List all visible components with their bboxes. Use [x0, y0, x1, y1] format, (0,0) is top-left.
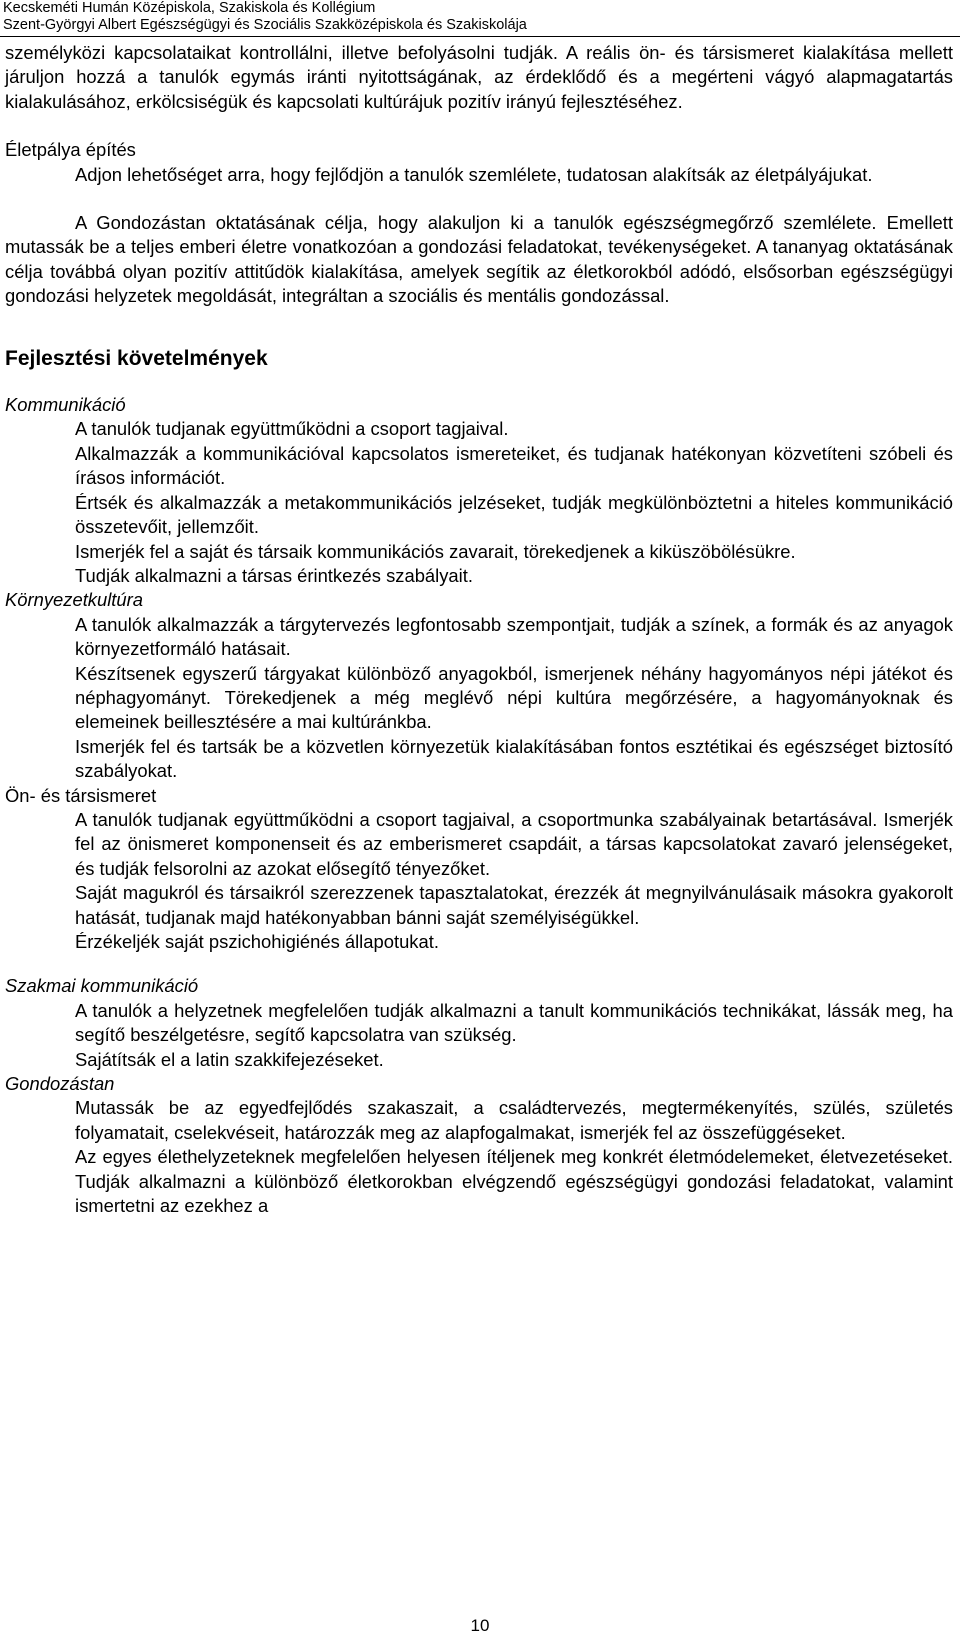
- document-body: [5, 41, 953, 1218]
- kornyezet-item: Készítsenek egyszerű tárgyakat különböző anyagokból, ismerjenek néhány hagyományos népi játékot és néphagyományt. Törekedjenek a még meglévő népi kultúra megőrzésére, a hagyományoknak és elemeinek beillesztésére a mai kultúránkba.: [75, 662, 953, 733]
- kornyezet-title: Környezetkultúra: [5, 589, 144, 611]
- header-school-subname: Szent-Györgyi Albert Egészségügyi és Szociális Szakközépiskola és Szakiskolája: [3, 17, 527, 33]
- eletpalya-text: Adjon lehetőséget arra, hogy fejlődjön a tanulók szemlélete, tudatosan alakítsák az életpályájukat.: [75, 163, 873, 185]
- kommunikacio-item: Értsék és alkalmazzák a metakommunikációs jelzéseket, tudják megkülönböztetni a hiteles kommunikáció összetevőit, jellemzőit.: [75, 491, 953, 538]
- kommunikacio-item: Tudják alkalmazni a társas érintkezés szabályait.: [75, 564, 473, 586]
- onismeret-title: Ön- és társismeret: [5, 784, 157, 806]
- header-school-name: Kecskeméti Humán Középiskola, Szakiskola és Kollégium: [3, 0, 376, 16]
- onismeret-item: Érzékeljék saját pszichohigiénés állapotukat.: [75, 931, 439, 952]
- szakmai-item: A tanulók a helyzetnek megfelelően tudják alkalmazni a tanult kommunikációs technikákat, lássák meg, ha segítő beszélgetésre, segítő kapcsolatra van szükség.: [75, 999, 953, 1046]
- kommunikacio-title: Kommunikáció: [5, 394, 126, 416]
- kornyezet-item: A tanulók alkalmazzák a tárgytervezés legfontosabb szempontjait, tudják a színek, a formák és az anyagok környezetformáló hatásait.: [75, 613, 953, 660]
- szakmai-title: Szakmai kommunikáció: [5, 975, 199, 997]
- onismeret-item: Saját magukról és társaikról szerezzenek tapasztalatokat, érezzék át megnyilvánulásaik másokra gyakorolt hatását, tudjanak majd hatékonyabban bánni saját személyiségükkel.: [75, 882, 953, 928]
- gondozastan-item: Az egyes élethelyzeteknek megfelelően helyesen ítéljenek meg konkrét életmódelemeket, életvezetéseket. Tudják alkalmazni a különböző életkorokban elvégzendő egészségügyi gondozási feladatokat, valamint ismertetni az ezekhez a: [75, 1146, 953, 1217]
- eletpalya-title: Életpálya építés: [5, 139, 136, 161]
- kommunikacio-item: A tanulók tudjanak együttműködni a csoport tagjaival.: [75, 418, 509, 440]
- page-number: 10: [470, 1616, 490, 1635]
- gondozastan-item: Mutassák be az egyedfejlődés szakaszait, a családtervezés, megtermékenyítés, szülés, születés folyamatait, cselekvéseit, határozzák meg az alapfogalmakat, ismerjék fel az összefüggéseket.: [75, 1097, 953, 1143]
- intro-paragraph: személyközi kapcsolataikat kontrollálni, illetve befolyásolni tudják. A reális ön- és társismeret kialakítása mellett járuljon hozzá a tanulók egymás iránti nyitottságának, az érdeklődő és a megérteni vágyó alapmagatartás kialakulásához, erkölcsiségük és kapcsolati kultúrájuk pozitív irányú fejlesztéséhez.: [5, 42, 953, 112]
- kommunikacio-item: Alkalmazzák a kommunikációval kapcsolatos ismereteiket, és tudjanak hatékonyan közvetíteni szóbeli és írásos információt.: [75, 442, 953, 489]
- kommunikacio-item: Ismerjék fel a saját és társaik kommunikációs zavarait, törekedjenek a kiküszöbölésükre.: [75, 540, 796, 562]
- page-header: [0, 0, 960, 37]
- section-title: Fejlesztési követelmények: [5, 346, 268, 370]
- kornyezet-item: Ismerjék fel és tartsák be a közvetlen környezetük kialakításában fontos esztétikai és egészséget biztosító szabályokat.: [75, 735, 953, 782]
- gondozastan-title: Gondozástan: [5, 1073, 115, 1095]
- onismeret-item: A tanulók tudjanak együttműködni a csoport tagjaival, a csoportmunka szabályainak betartásával. Ismerjék fel az önismeret komponenseit és az emberismeret csapdáit, a társas kapcsolatokat zavaró jelenségeket, és tudják felsorolni az azokat elősegítő tényezőket.: [75, 808, 953, 879]
- gondozastan-intro-paragraph: A Gondozástan oktatásának célja, hogy alakuljon ki a tanulók egészségmegőrző szemlélete. Emellett mutassák be a teljes emberi életre vonatkozóan a gondozási feladatokat, tevékenységeket. A tananyag oktatásának célja továbbá olyan pozitív attitűdök kialakítása, amelyek segítik az életkorokból adódó, elsősorban egészségügyi gondozási helyzetek megoldását, integráltan a szociális és mentális gondozással.: [5, 212, 953, 307]
- szakmai-item: Sajátítsák el a latin szakkifejezéseket.: [75, 1048, 384, 1070]
